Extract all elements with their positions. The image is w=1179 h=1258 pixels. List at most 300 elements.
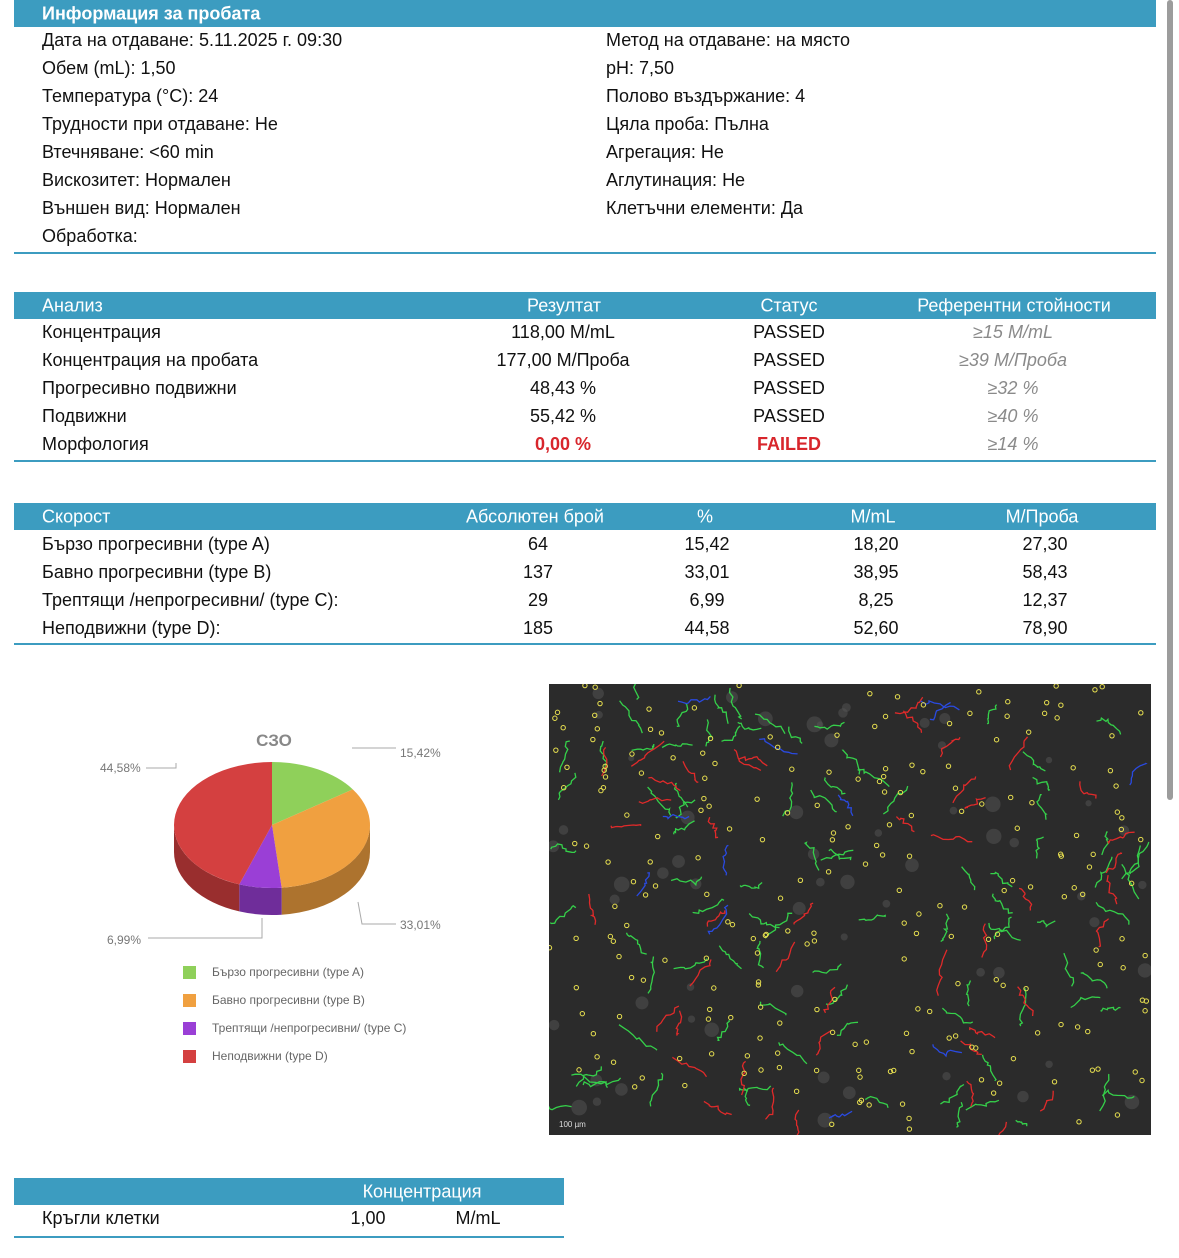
sperm-head-marker [1120,816,1124,820]
sperm-head-marker [1098,962,1102,966]
sperm-head-marker [1100,685,1104,689]
cell-blob [905,858,919,872]
speed-col-abs: Абсолютен брой [466,506,604,526]
sperm-head-marker [997,1081,1001,1085]
sperm-head-marker [1015,826,1019,830]
sperm-head-marker [846,825,850,829]
sperm-track [962,867,975,890]
sperm-track [619,1025,657,1051]
analysis-col-name: Анализ [42,295,103,315]
sperm-track [627,933,647,954]
cell-blob [841,933,848,940]
cell-blob [615,1083,628,1096]
sperm-head-marker [977,690,981,694]
cell-blob [942,1072,950,1080]
sperm-track [662,744,693,748]
sperm-head-marker [902,957,906,961]
sperm-track [1101,1007,1121,1011]
sperm-track [941,914,949,942]
sample-field-value: Не [700,142,724,162]
cell-blob [950,807,958,815]
sperm-head-marker [887,823,891,827]
sample-field-value: 7,50 [639,58,675,78]
speed-divider [14,643,1156,645]
sperm-track [723,845,728,875]
sperm-track [683,761,698,782]
sperm-head-marker [914,931,918,935]
speed-mpr: 78,90 [1022,618,1068,638]
sperm-head-marker [814,1068,818,1072]
sperm-head-marker [625,923,629,927]
sperm-head-marker [1093,688,1097,692]
sperm-head-marker [1035,1031,1039,1035]
speed-pct: 33,01 [684,562,730,582]
sperm-head-marker [1140,1078,1144,1082]
sample-field-label: Клетъчни елементи: [606,198,776,218]
sperm-head-marker [653,884,657,888]
sperm-head-marker [1114,784,1118,788]
sperm-track [707,910,725,926]
sperm-head-marker [613,904,617,908]
sperm-head-marker [1086,1029,1090,1033]
sperm-track [766,1088,774,1119]
sample-info-title: Информация за пробата [42,3,261,23]
analysis-header [14,292,1156,319]
cell-blob [939,713,950,724]
sperm-track [859,915,886,920]
sperm-head-marker [897,888,901,892]
speed-name: Бавно прогресивни (type B) [42,562,272,582]
sperm-head-marker [959,809,963,813]
sperm-head-marker [986,937,990,941]
sperm-head-marker [1115,1113,1119,1117]
sperm-track [1019,888,1032,910]
sperm-head-marker [584,844,588,848]
sperm-track [826,985,847,1005]
pie-slice-side [239,884,281,915]
sperm-head-marker [786,929,790,933]
sample-field-value: 4 [795,86,806,106]
sperm-track [1037,921,1055,926]
sperm-track [921,701,960,710]
sperm-head-marker [815,803,819,807]
cell-blob [793,902,806,915]
sperm-head-marker [979,1078,983,1082]
sperm-track [1036,837,1044,858]
analysis-name: Концентрация на пробата [42,350,259,370]
sperm-track [838,795,853,816]
sperm-head-marker [873,724,877,728]
scrollbar[interactable] [1167,0,1173,800]
cell-blob [807,716,823,732]
sperm-track [816,1031,831,1055]
sperm-track [549,1102,572,1110]
sperm-track [953,777,976,803]
analysis-status: FAILED [756,434,822,454]
sperm-head-marker [910,1049,914,1053]
sperm-head-marker [573,841,577,845]
sperm-head-marker [907,854,911,858]
speed-name: Бързо прогресивни (type A) [42,534,270,554]
cell-blob [635,996,648,1009]
sperm-track [1122,846,1141,879]
sperm-head-marker [775,1051,779,1055]
sperm-head-marker [1062,895,1066,899]
sperm-track [632,744,654,750]
cell-blob [840,875,854,889]
sperm-head-marker [1090,1068,1094,1072]
analysis-ref: ≥40 % [987,406,1039,426]
sperm-head-marker [827,770,831,774]
sperm-head-marker [751,936,755,940]
sample-field-value: 1,50 [140,58,176,78]
sample-field [42,170,231,191]
sperm-head-marker [1120,937,1124,941]
cell-blob [1138,881,1146,889]
sperm-head-marker [921,769,925,773]
sperm-head-marker [756,980,760,984]
sperm-head-marker [617,954,621,958]
sperm-head-marker [895,695,899,699]
sperm-head-marker [701,751,705,755]
sperm-track [983,1055,997,1081]
analysis-col-ref: Референтни стойности [917,295,1111,315]
sperm-head-marker [947,1036,951,1040]
analysis-name: Подвижни [42,406,127,426]
sperm-head-marker [599,788,603,792]
sperm-head-marker [815,1007,819,1011]
sperm-head-marker [1044,700,1048,704]
sperm-track [1033,777,1050,790]
sperm-track [759,739,797,754]
sperm-head-marker [883,767,887,771]
sperm-head-marker [1059,703,1063,707]
sperm-head-marker [881,774,885,778]
sperm-head-marker [671,756,675,760]
sperm-track [708,905,728,934]
sperm-head-marker [868,691,872,695]
sample-field [42,198,241,219]
sperm-head-marker [759,1068,763,1072]
sperm-head-marker [1108,768,1112,772]
pie-slice-label: 15,42% [400,746,441,760]
sperm-head-marker [603,775,607,779]
sperm-head-marker [1072,886,1076,890]
sperm-track [650,1073,663,1106]
sperm-head-marker [778,896,782,900]
sample-field-label: Метод на отдаване: [606,30,771,50]
sperm-head-marker [1094,948,1098,952]
cell-blob [1089,917,1099,927]
sample-field-value: 24 [198,86,219,106]
sperm-head-marker [1006,700,1010,704]
sperm-track [589,894,596,925]
speed-abs: 64 [527,534,549,554]
cell-blob [1085,800,1091,806]
sperm-head-marker [648,860,652,864]
cell-blob [549,1020,559,1031]
sperm-track [776,942,795,972]
sperm-head-marker [1011,1056,1015,1060]
sperm-track [942,1008,972,1023]
sperm-head-marker [928,1009,932,1013]
legend-swatch [183,994,196,1007]
cell-blob [985,797,1001,813]
sperm-head-marker [938,904,942,908]
cell-blob [1138,963,1151,977]
sperm-head-marker [1002,888,1006,892]
analysis-result: 48,43 % [529,378,597,398]
sperm-track [722,726,741,741]
cell-blob [818,1071,830,1083]
analysis-status: PASSED [753,406,825,426]
sperm-head-marker [1091,852,1095,856]
sperm-head-marker [863,862,867,866]
sperm-head-marker [629,975,633,979]
cell-blob [993,967,1005,979]
sperm-head-marker [858,1075,862,1079]
speed-col-name: Скорост [42,506,111,526]
sperm-track [933,1044,962,1056]
legend-label: Бързо прогресивни (type A) [212,965,364,979]
chart-title: СЗО [256,731,292,750]
speed-pct: 44,58 [684,618,730,638]
sperm-head-marker [591,1031,595,1035]
sperm-head-marker [1042,711,1046,715]
sperm-head-marker [641,978,645,982]
sperm-head-marker [882,790,886,794]
sperm-head-marker [730,922,734,926]
sperm-head-marker [758,1036,762,1040]
sample-field-label: Външен вид: [42,198,150,218]
sperm-track [829,1111,852,1118]
pie-chart [0,700,540,1140]
sperm-head-marker [953,786,957,790]
sperm-head-marker [705,892,709,896]
sperm-track [558,773,575,800]
sperm-track [837,1022,858,1035]
sperm-track [811,790,837,812]
analysis-ref: ≥15 M/mL [973,322,1053,342]
sperm-head-marker [994,738,998,742]
sperm-head-marker [1115,810,1119,814]
sperm-head-marker [580,1011,584,1015]
sample-field-value: на място [775,30,850,50]
cell-blob [1017,1091,1028,1102]
cell-blob [704,1022,719,1037]
sperm-head-marker [794,1089,798,1093]
sperm-head-marker [830,838,834,842]
sperm-head-marker [864,1040,868,1044]
sample-field [606,170,745,191]
sperm-track [648,957,654,994]
speed-abs: 185 [522,618,554,638]
legend-swatch [183,1022,196,1035]
speed-mml: 18,20 [853,534,899,554]
sample-field [42,142,214,163]
sperm-track [1130,842,1149,874]
sample-field-value: Да [780,198,804,218]
sperm-track [993,894,1013,914]
sperm-head-marker [1139,837,1143,841]
sperm-track [1096,902,1129,924]
sample-field-value: Нормален [144,170,231,190]
sperm-head-marker [798,878,802,882]
sperm-track [1100,1074,1110,1111]
analysis-result: 55,42 % [529,406,597,426]
sperm-head-marker [1121,966,1125,970]
speed-mpr: 58,43 [1022,562,1068,582]
sperm-head-marker [707,804,711,808]
sperm-head-marker [768,735,772,739]
sperm-track [1080,781,1096,798]
sperm-head-marker [574,936,578,940]
sperm-head-marker [696,856,700,860]
sample-field-value: <60 min [149,142,214,162]
sperm-head-marker [910,763,914,767]
analysis-ref: ≥14 % [987,434,1039,454]
sperm-track [715,695,728,724]
sperm-track [1081,973,1107,989]
sample-field [606,142,724,163]
sperm-head-marker [949,934,953,938]
sample-field-label: Обем (mL): [42,58,136,78]
sperm-head-marker [1055,716,1059,720]
sperm-head-marker [1096,1067,1100,1071]
sperm-track [883,786,907,814]
round-cells-name: Кръгли клетки [42,1208,160,1228]
sperm-track [706,719,712,746]
sperm-head-marker [880,853,884,857]
legend-label: Бавно прогресивни (type B) [212,993,365,1007]
sperm-head-marker [946,764,950,768]
pie-slice-label: 44,58% [100,761,141,775]
sperm-track [843,750,860,774]
sperm-head-marker [953,1034,957,1038]
sperm-head-marker [706,1017,710,1021]
sperm-track [674,959,708,969]
sample-field-label: pH: [606,58,635,78]
speed-mml: 8,25 [858,590,894,610]
sperm-track [987,705,997,724]
sperm-track [704,1101,732,1114]
sperm-head-marker [726,920,730,924]
sperm-track [940,1085,964,1105]
sperm-track [1040,1091,1053,1111]
sperm-head-marker [857,1068,861,1072]
sperm-track [620,701,643,733]
speed-mpr: 27,30 [1022,534,1068,554]
sample-field-value: 5.11.2025 г. 09:30 [198,30,343,50]
analysis-name: Морфология [42,434,149,454]
analysis-status: PASSED [753,378,825,398]
sample-field-label: Вискозитет: [42,170,140,190]
sperm-track [657,1006,679,1032]
pie-leader-line [358,902,396,924]
sperm-head-marker [900,1102,904,1106]
sample-field-label: Трудности при отдаване: [42,114,250,134]
sperm-head-marker [713,761,717,765]
sperm-track [865,1097,888,1108]
sperm-head-marker [595,1055,599,1059]
sperm-track [825,778,845,794]
analysis-col-status: Статус [760,295,818,315]
sample-field-label: Цяла проба: [606,114,710,134]
sperm-head-marker [598,701,602,705]
sperm-head-marker [856,777,860,781]
sperm-track [967,1081,974,1106]
sperm-head-marker [611,1060,615,1064]
sperm-head-marker [853,1042,857,1046]
speed-abs: 137 [522,562,554,582]
sperm-track [895,697,923,713]
sample-field-value: Нормален [154,198,241,218]
cell-blob [1046,757,1052,763]
cell-blob [571,1100,587,1116]
sample-field-label: Втечняване: [42,142,145,162]
sample-field-label: Температура (°C): [42,86,194,106]
sperm-track [821,850,854,860]
speed-col-mpr: M/Проба [1005,506,1079,526]
legend-label: Трептящи /непрогресивни/ (type C) [212,1021,407,1035]
sperm-head-marker [1139,711,1143,715]
sperm-head-marker [561,726,565,730]
analysis-result: 118,00 M/mL [511,322,615,342]
sperm-head-marker [574,985,578,989]
sperm-head-marker [902,921,906,925]
sample-field-label: Агрегация: [606,142,696,162]
analysis-name: Прогресивно подвижни [42,378,237,398]
sperm-head-marker [1028,885,1032,889]
speed-col-pct: % [696,506,714,526]
sample-field-value: Не [722,170,746,190]
sperm-head-marker [1030,801,1034,805]
sperm-track [824,987,835,1013]
sperm-track [676,1011,681,1036]
analysis-status: PASSED [753,350,825,370]
sperm-head-marker [812,931,816,935]
legend-swatch [183,966,196,979]
sperm-track [941,737,961,757]
sperm-head-marker [1110,734,1114,738]
legend-swatch [183,1050,196,1063]
sperm-head-marker [968,711,972,715]
sperm-head-marker [1087,865,1091,869]
sperm-head-marker [830,1030,834,1034]
sperm-head-marker [677,1056,681,1060]
sperm-head-marker [916,1007,920,1011]
analysis-divider [14,460,1156,462]
sperm-track [961,1041,982,1055]
round-cells-col-concentration: Концентрация [362,1181,482,1201]
sperm-head-marker [1071,766,1075,770]
sperm-track [550,906,576,924]
sperm-head-marker [1054,684,1058,688]
sample-field [42,86,218,107]
sample-field [42,58,176,79]
sperm-track [779,1042,807,1063]
sperm-head-marker [907,1116,911,1120]
cell-blob [824,733,838,747]
sample-field [42,114,278,135]
sperm-head-marker [640,1076,644,1080]
sperm-track [717,1020,729,1040]
sperm-head-marker [1143,1009,1147,1013]
sperm-track [937,950,947,996]
sample-info-header [14,0,1156,27]
sample-field-label: Обработка: [42,226,138,246]
sperm-head-marker [712,986,716,990]
